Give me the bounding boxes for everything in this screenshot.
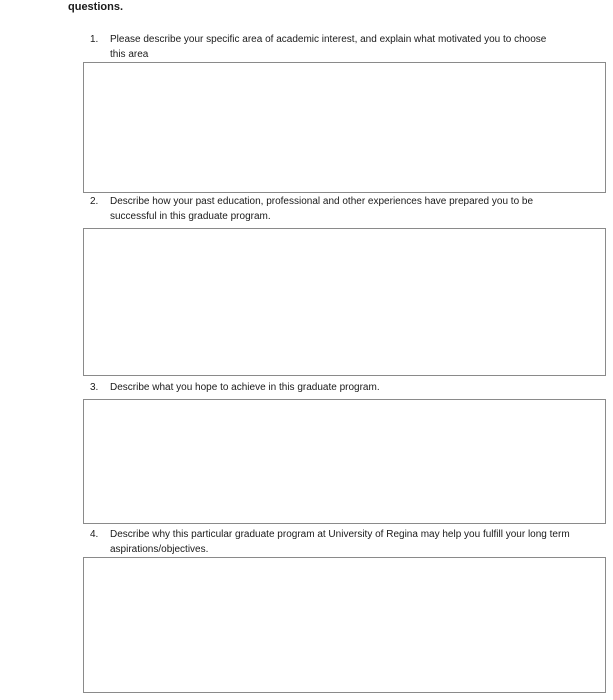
answer-box-1[interactable] <box>83 62 606 193</box>
answer-input-2[interactable] <box>90 233 599 371</box>
question-1 <box>90 32 590 62</box>
answer-box-2[interactable] <box>83 228 606 376</box>
question-number: 3. <box>90 382 99 393</box>
question-4 <box>90 527 590 557</box>
question-number: 1. <box>90 34 99 45</box>
question-text: Describe why this particular graduate program at University of Regina may help you fulfill your long term aspirations/objectives. <box>110 529 570 555</box>
question-text: Describe how your past education, professional and other experiences have prepared you to be successful in this graduate program. <box>110 196 534 222</box>
answer-input-1[interactable] <box>90 67 599 188</box>
question-number: 4. <box>90 529 99 540</box>
answer-box-3[interactable] <box>83 399 606 524</box>
intro-heading: questions. <box>68 1 124 13</box>
question-number: 2. <box>90 196 99 207</box>
question-text: Describe what you hope to achieve in this graduate program. <box>110 382 380 393</box>
answer-input-4[interactable] <box>90 562 599 688</box>
answer-input-3[interactable] <box>90 404 599 519</box>
question-2 <box>90 194 590 224</box>
question-3 <box>90 380 590 395</box>
question-text: Please describe your specific area of academic interest, and explain what motivated you to choose this area <box>110 34 547 60</box>
answer-box-4[interactable] <box>83 557 606 693</box>
